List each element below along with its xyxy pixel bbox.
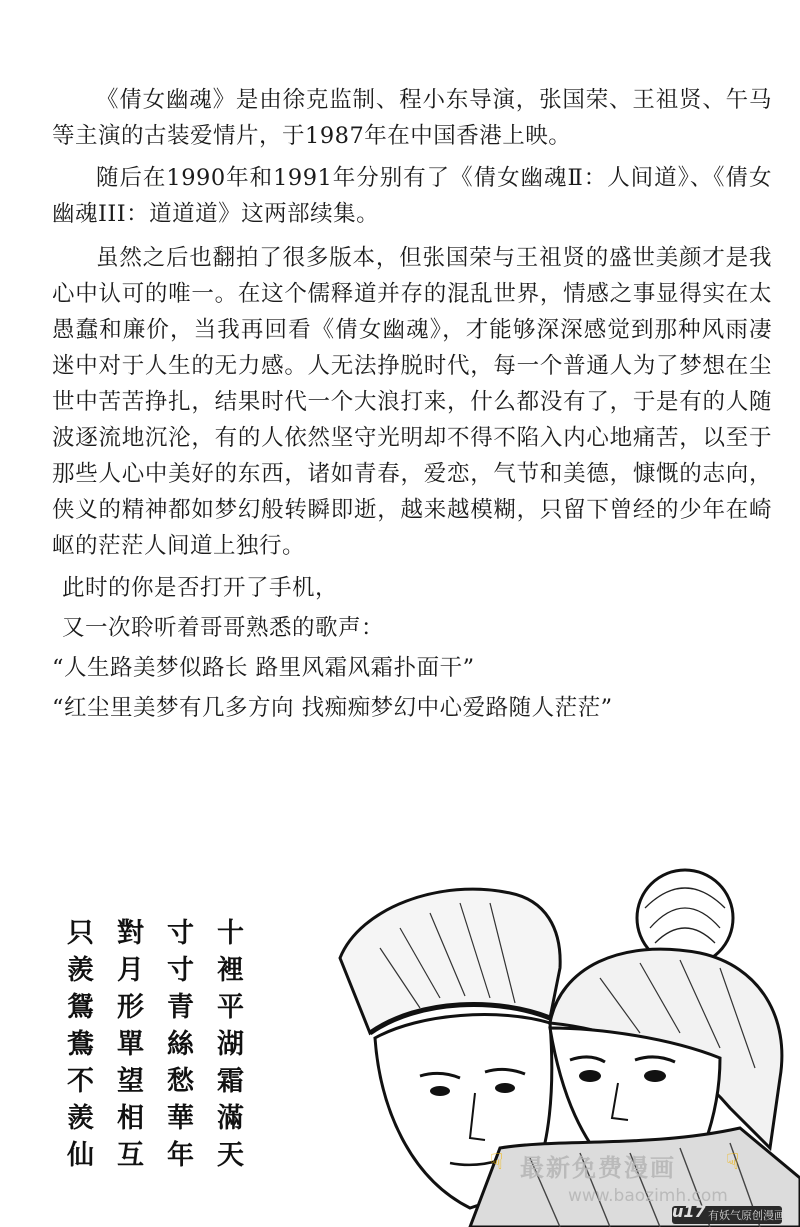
- line-song: 又一次聆听着哥哥熟悉的歌声：: [62, 615, 385, 641]
- poem-column-4: 只羨鴛鴦不羨仙: [62, 918, 93, 1177]
- article-text: [52, 82, 772, 726]
- watermark: [480, 1148, 780, 1208]
- brand-logo: u17: [672, 1202, 706, 1221]
- pointing-down-hand-icon: ☟: [490, 1150, 504, 1175]
- watermark-text: 最新免费漫画: [520, 1154, 676, 1182]
- paragraph-sequels: 随后在1990年和1991年分别有了《倩女幽魂Ⅱ：人间道》、《倩女幽魂III：道道道》这两部续集。: [52, 165, 772, 227]
- watermark-url: www.baozimh.com: [568, 1186, 728, 1206]
- paragraph-reflection: 虽然之后也翻拍了很多版本，但张国荣与王祖贤的盛世美颜才是我心中认可的唯一。在这个儒释道并存的混乱世界，情感之事显得实在太愚蠢和廉价，当我再回看《倩女幽魂》，才能够深深感觉到那种风雨凄迷中对于人生的无力感。人无法挣脱时代，每一个普通人为了梦想在尘世中苦苦挣扎，结果时代一个大浪打来，什么都没有了，于是有的人随波逐流地沉沦，有的人依然坚守光明却不得不陷入内心地痛苦，以至于那些人心中美好的东西，诸如青春，爱恋，气节和美德，慷慨的志向，侠义的精神都如梦幻般转瞬即逝，越来越模糊，只留下曾经的少年在崎岖的茫茫人间道上独行。: [52, 245, 772, 559]
- brand-tagline: 有妖气原创漫画: [708, 1209, 785, 1222]
- poem-column-2: 寸寸青絲愁華年: [162, 918, 193, 1177]
- line-phone: 此时的你是否打开了手机，: [62, 575, 339, 601]
- poem-column-1: 十裡平湖霜滿天: [212, 918, 243, 1177]
- poem-column-3: 對月形單望相互: [112, 918, 143, 1177]
- brand-badge: [672, 1202, 785, 1224]
- paragraph-intro: 《倩女幽魂》是由徐克监制、程小东导演，张国荣、王祖贤、午马等主演的古装爱情片，于1987年在中国香港上映。: [52, 87, 772, 149]
- lyric-line-1: “人生路美梦似路长 路里风霜风霜扑面干”: [52, 655, 475, 681]
- lyric-line-2: “红尘里美梦有几多方向 找痴痴梦幻中心爱路随人茫茫”: [52, 695, 613, 721]
- pointing-down-hand-icon: ☟: [726, 1150, 740, 1175]
- poem: [62, 918, 262, 1208]
